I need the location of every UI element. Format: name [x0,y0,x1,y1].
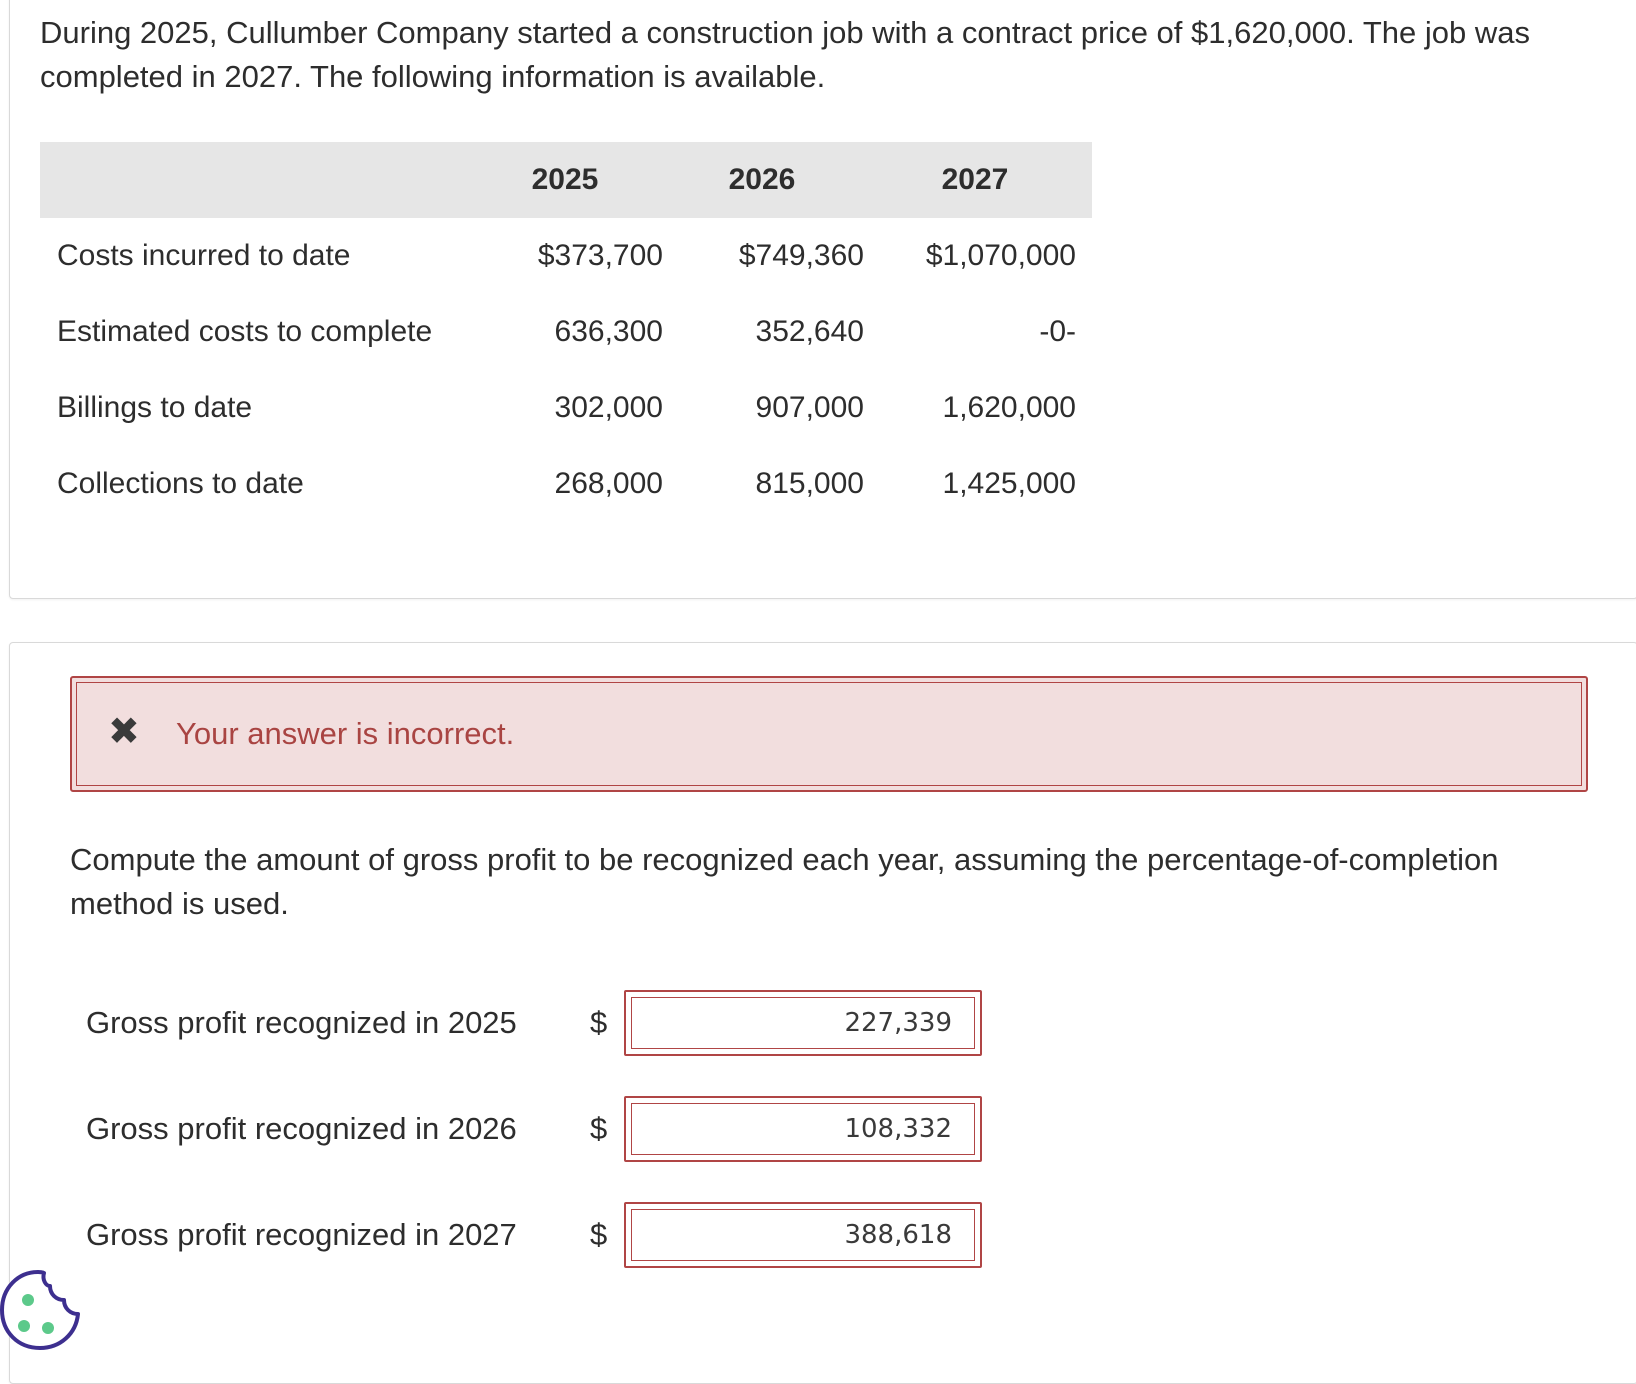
cell-2026: 907,000 [755,391,864,424]
table-row-billings [40,370,1092,446]
answer-field-frame [624,990,982,1056]
row-label: Costs incurred to date [57,239,351,272]
gross-profit-2025-input[interactable] [631,997,975,1049]
gross-profit-2027-input[interactable] [631,1209,975,1261]
row-label: Estimated costs to complete [57,315,433,348]
cell-2027: 1,620,000 [942,391,1076,424]
data-table [40,142,1092,500]
cell-2025: $373,700 [537,239,663,272]
column-header-2026: 2026 [728,163,796,196]
cookie-icon[interactable] [0,1268,82,1352]
dollar-sign: $ [590,1111,608,1146]
table-row-costs-incurred [40,218,1092,294]
gross-profit-2026-input[interactable] [631,1103,975,1155]
column-header-2025: 2025 [531,163,599,196]
cell-2025: 268,000 [554,467,663,500]
answer-field-frame [624,1096,982,1162]
cell-2027: $1,070,000 [925,239,1076,272]
answer-row-2026 [86,1096,986,1162]
cell-2027: -0- [1039,315,1076,348]
row-label: Collections to date [57,467,304,500]
answer-row-2027 [86,1202,986,1268]
alert-message: Your answer is incorrect. [176,716,515,751]
cell-2027: 1,425,000 [942,467,1076,500]
incorrect-answer-alert [70,676,1588,792]
table-header [40,142,1092,218]
answer-label: Gross profit recognized in 2026 [86,1111,517,1146]
answer-label: Gross profit recognized in 2025 [86,1005,517,1040]
table-header-empty [40,142,485,218]
dollar-sign: $ [590,1005,608,1040]
dollar-sign: $ [590,1217,608,1252]
answer-label: Gross profit recognized in 2027 [86,1217,517,1252]
table-row-collections [40,446,1092,522]
answer-field-frame [624,1202,982,1268]
cell-2025: 302,000 [554,391,663,424]
cell-2026: 815,000 [755,467,864,500]
answer-row-2025 [86,990,986,1056]
row-label: Billings to date [57,391,253,424]
column-header-2027: 2027 [941,163,1009,196]
cell-2026: 352,640 [755,315,864,348]
close-icon: ✖ [108,711,140,753]
problem-statement: During 2025, Cullumber Company started a construction job with a contract price of $1,620,000. The job was completed in 2027. The following information is available. [40,15,1530,94]
cell-2025: 636,300 [554,315,663,348]
cell-2026: $749,360 [738,239,864,272]
table-row-estimated-costs [40,294,1092,370]
question-prompt: Compute the amount of gross profit to be recognized each year, assuming the percentage-of-completion method is used. [70,842,1499,921]
